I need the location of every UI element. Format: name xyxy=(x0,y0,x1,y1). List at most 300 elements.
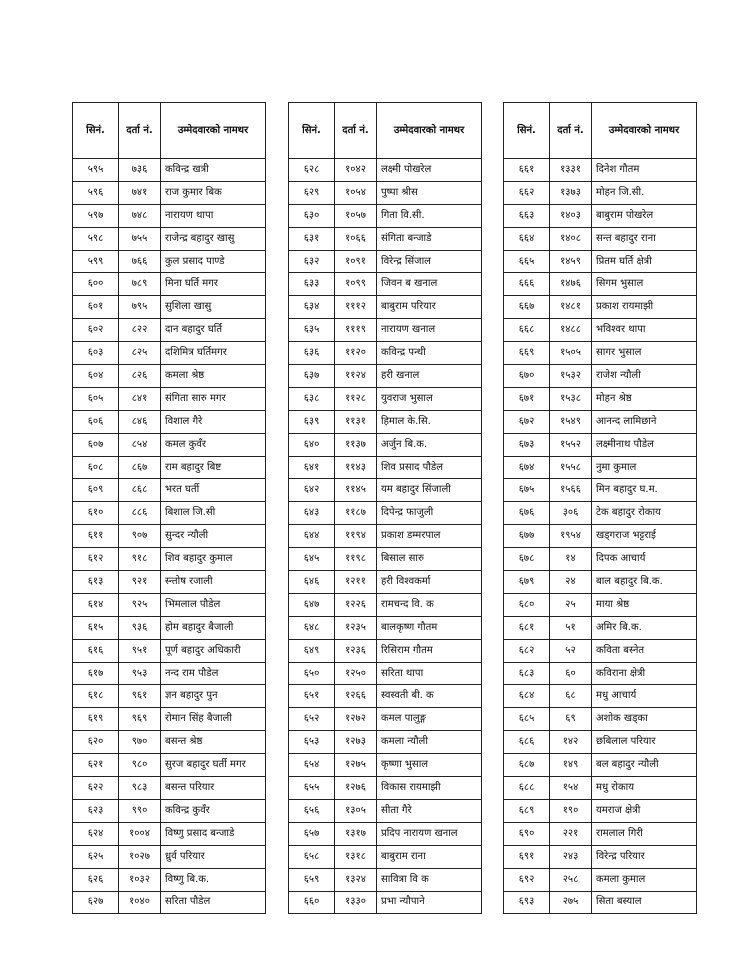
table-row xyxy=(504,845,697,868)
table-row xyxy=(73,754,266,777)
table-row xyxy=(504,571,697,594)
registration-number-cell: ५१ xyxy=(550,616,592,639)
serial-number-cell: ६३४ xyxy=(289,296,335,319)
serial-number-cell: ६१० xyxy=(73,502,119,525)
table-row xyxy=(504,708,697,731)
table-row xyxy=(504,433,697,456)
serial-number-cell: ६२४ xyxy=(73,822,119,845)
registration-number-cell: ८६७ xyxy=(119,456,161,479)
candidate-name-cell: सिगम भुसाल xyxy=(592,273,697,296)
candidate-name-header: उम्मेदवारको नामथर xyxy=(592,103,697,159)
candidate-name-cell: बाबुराम परियार xyxy=(377,296,482,319)
table-row xyxy=(289,296,482,319)
table-row xyxy=(73,159,266,182)
registration-number-cell: १२७५ xyxy=(335,754,377,777)
table-row xyxy=(289,639,482,662)
serial-number-cell: ६६२ xyxy=(504,181,550,204)
registration-number-cell: १५४९ xyxy=(550,410,592,433)
registration-number-cell: १०९१ xyxy=(335,250,377,273)
serial-number-cell: ६५५ xyxy=(289,777,335,800)
candidate-name-cell: ज्ञन बहादुर पुन xyxy=(161,685,266,708)
table-row xyxy=(289,456,482,479)
table-row xyxy=(504,319,697,342)
table-row xyxy=(289,616,482,639)
table-row xyxy=(289,502,482,525)
serial-number-cell: ६२२ xyxy=(73,777,119,800)
serial-number-cell: ६७६ xyxy=(504,502,550,525)
registration-number-cell: ११४३ xyxy=(335,456,377,479)
registration-number-cell: १९० xyxy=(550,799,592,822)
registration-number-cell: १०२७ xyxy=(119,845,161,868)
serial-number-cell: ६८५ xyxy=(504,708,550,731)
table-row xyxy=(504,250,697,273)
serial-number-cell: ६६५ xyxy=(504,250,550,273)
table-row xyxy=(504,296,697,319)
candidate-name-cell: मधु आचार्य xyxy=(592,685,697,708)
serial-number-cell: ६०३ xyxy=(73,342,119,365)
table-row xyxy=(73,456,266,479)
serial-number-cell: ६१४ xyxy=(73,593,119,616)
serial-number-cell: ५९६ xyxy=(73,181,119,204)
candidate-name-cell: मधु रोकाय xyxy=(592,777,697,800)
serial-number-cell: ६४५ xyxy=(289,548,335,571)
serial-number-cell: ६४९ xyxy=(289,639,335,662)
table-row xyxy=(73,731,266,754)
candidate-name-cell: सिता बस्याल xyxy=(592,891,697,914)
serial-number-cell: ६९१ xyxy=(504,845,550,868)
table-row xyxy=(73,387,266,410)
registration-number-cell: २४ xyxy=(550,571,592,594)
serial-number-cell: ६८२ xyxy=(504,639,550,662)
registration-number-cell: १४०८ xyxy=(550,227,592,250)
table-row xyxy=(504,365,697,388)
candidate-name-cell: बाबुराम पोखरेल xyxy=(592,204,697,227)
table-row xyxy=(73,639,266,662)
serial-number-cell: ६५८ xyxy=(289,845,335,868)
serial-number-cell: ६०१ xyxy=(73,296,119,319)
candidate-name-cell: कविराना क्षेत्री xyxy=(592,662,697,685)
candidate-name-cell: रामचन्द वि. क xyxy=(377,593,482,616)
table-row xyxy=(73,342,266,365)
candidate-name-cell: संगिता बन्जाडे xyxy=(377,227,482,250)
registration-number-cell: १५३८ xyxy=(550,387,592,410)
serial-number-cell: ६१३ xyxy=(73,571,119,594)
registration-number-cell: १३३१ xyxy=(550,159,592,182)
table-row xyxy=(289,181,482,204)
serial-number-cell: ६४८ xyxy=(289,616,335,639)
registration-number-cell: १५६६ xyxy=(550,479,592,502)
candidate-name-cell: सीता गैरे xyxy=(377,799,482,822)
registration-number-cell: १०५७ xyxy=(335,204,377,227)
serial-number-cell: ६८० xyxy=(504,593,550,616)
candidate-name-cell: विरेन्द्र सिंजाल xyxy=(377,250,482,273)
candidate-table-1 xyxy=(72,102,266,914)
registration-number-cell: १४८१ xyxy=(550,296,592,319)
serial-number-header: सिनं. xyxy=(289,103,335,159)
candidate-name-cell: विष्णु बि.क. xyxy=(161,868,266,891)
serial-number-cell: ६४२ xyxy=(289,479,335,502)
table-row xyxy=(73,525,266,548)
table-row xyxy=(73,777,266,800)
serial-number-cell: ६५४ xyxy=(289,754,335,777)
registration-number-cell: १५३२ xyxy=(550,365,592,388)
table-row xyxy=(289,319,482,342)
registration-number-cell: ११९४ xyxy=(335,525,377,548)
table-body xyxy=(73,159,266,914)
table-row xyxy=(289,204,482,227)
serial-number-cell: ६३७ xyxy=(289,365,335,388)
registration-number-cell: २७५ xyxy=(550,891,592,914)
table-row xyxy=(289,571,482,594)
table-row xyxy=(504,685,697,708)
serial-number-cell: ६०० xyxy=(73,273,119,296)
registration-number-cell: ९२१ xyxy=(119,571,161,594)
registration-number-header: दर्ता नं. xyxy=(119,103,161,159)
serial-number-cell: ६४० xyxy=(289,433,335,456)
registration-number-cell: १११९ xyxy=(335,319,377,342)
table-row xyxy=(73,433,266,456)
table-row xyxy=(504,754,697,777)
serial-number-cell: ६८६ xyxy=(504,731,550,754)
table-row xyxy=(289,708,482,731)
serial-number-cell: ६०८ xyxy=(73,456,119,479)
registration-number-cell: ८८६ xyxy=(119,502,161,525)
serial-number-cell: ६७५ xyxy=(504,479,550,502)
serial-number-cell: ६८८ xyxy=(504,777,550,800)
serial-number-cell: ६७२ xyxy=(504,410,550,433)
table-row xyxy=(289,525,482,548)
table-row xyxy=(504,387,697,410)
registration-number-cell: ९९० xyxy=(119,799,161,822)
table-body xyxy=(504,159,697,914)
candidate-name-cell: दशिमित्र घर्तिमगर xyxy=(161,342,266,365)
candidate-name-cell: सरिता थापा xyxy=(377,662,482,685)
candidate-table-2 xyxy=(288,102,482,914)
registration-number-cell: ९७० xyxy=(119,731,161,754)
serial-number-cell: ६९३ xyxy=(504,891,550,914)
serial-number-cell: ६७७ xyxy=(504,525,550,548)
candidate-name-header: उम्मेदवारको नामथर xyxy=(161,103,266,159)
table-row xyxy=(504,204,697,227)
serial-number-cell: ६२६ xyxy=(73,868,119,891)
serial-number-cell: ६२३ xyxy=(73,799,119,822)
candidate-name-cell: सन्त बहादुर राना xyxy=(592,227,697,250)
table-row xyxy=(504,891,697,914)
serial-number-cell: ६४७ xyxy=(289,593,335,616)
registration-number-cell: २५ xyxy=(550,593,592,616)
table-row xyxy=(504,777,697,800)
serial-number-cell: ६३० xyxy=(289,204,335,227)
candidate-name-cell: नारायण थापा xyxy=(161,204,266,227)
registration-number-cell: ९२५ xyxy=(119,593,161,616)
serial-number-cell: ६३६ xyxy=(289,342,335,365)
registration-number-cell: १२२६ xyxy=(335,593,377,616)
registration-number-cell: १४२ xyxy=(550,731,592,754)
candidate-name-header: उम्मेदवारको नामथर xyxy=(377,103,482,159)
table-row xyxy=(504,479,697,502)
candidate-name-cell: मोहन श्रेष्ठ xyxy=(592,387,697,410)
candidate-name-cell: नन्द राम पौडेल xyxy=(161,662,266,685)
table-row xyxy=(504,868,697,891)
candidate-name-cell: मिना घर्ति मगर xyxy=(161,273,266,296)
serial-number-cell: ६२१ xyxy=(73,754,119,777)
candidate-name-cell: टेक बहादुर रोकाय xyxy=(592,502,697,525)
registration-number-cell: ९५३ xyxy=(119,662,161,685)
registration-number-cell: ५२ xyxy=(550,639,592,662)
registration-number-cell: ९१८ xyxy=(119,548,161,571)
table-row xyxy=(289,731,482,754)
serial-number-cell: ६६७ xyxy=(504,296,550,319)
candidate-name-cell: बाबुराम राना xyxy=(377,845,482,868)
table-row xyxy=(504,502,697,525)
registration-number-cell: १२७३ xyxy=(335,731,377,754)
candidate-name-cell: खड्गराज भट्टराई xyxy=(592,525,697,548)
serial-number-cell: ६१७ xyxy=(73,662,119,685)
candidate-name-cell: कुल प्रसाद पाण्डे xyxy=(161,250,266,273)
serial-number-cell: ६३२ xyxy=(289,250,335,273)
table-row xyxy=(73,227,266,250)
candidate-name-cell: प्रकाश डम्मरपाल xyxy=(377,525,482,548)
table-row xyxy=(504,593,697,616)
registration-number-cell: ११३१ xyxy=(335,410,377,433)
registration-number-cell: ८६८ xyxy=(119,479,161,502)
candidate-name-cell: बिसाल सारु xyxy=(377,548,482,571)
registration-number-cell: १११२ xyxy=(335,296,377,319)
registration-number-cell: १२७६ xyxy=(335,777,377,800)
serial-number-cell: ५९८ xyxy=(73,227,119,250)
table-row xyxy=(73,250,266,273)
table-row xyxy=(73,181,266,204)
table-row xyxy=(73,319,266,342)
candidate-name-cell: सुरज बहादुर घर्ती मगर xyxy=(161,754,266,777)
registration-number-cell: १०३२ xyxy=(119,868,161,891)
table-row xyxy=(289,342,482,365)
table-row xyxy=(73,365,266,388)
serial-number-cell: ६२९ xyxy=(289,181,335,204)
registration-number-cell: ७६६ xyxy=(119,250,161,273)
serial-number-cell: ६८४ xyxy=(504,685,550,708)
registration-number-cell: १२७२ xyxy=(335,708,377,731)
candidate-name-cell: कविन्द्र पन्थी xyxy=(377,342,482,365)
candidate-name-cell: रामलाल गिरी xyxy=(592,822,697,845)
candidate-table-3 xyxy=(503,102,697,914)
table-row xyxy=(504,548,697,571)
candidate-name-cell: विशाल गैरे xyxy=(161,410,266,433)
table-row xyxy=(504,662,697,685)
candidate-name-cell: कमला न्यौली xyxy=(377,731,482,754)
registration-number-cell: ११९८ xyxy=(335,548,377,571)
registration-number-cell: १४७६ xyxy=(550,273,592,296)
table-row xyxy=(504,456,697,479)
registration-number-cell: ७९५ xyxy=(119,296,161,319)
table-row xyxy=(289,777,482,800)
registration-number-cell: ३०६ xyxy=(550,502,592,525)
table-row xyxy=(504,616,697,639)
serial-number-cell: ६०९ xyxy=(73,479,119,502)
registration-number-cell: १२११ xyxy=(335,571,377,594)
table-row xyxy=(73,593,266,616)
table-row xyxy=(504,159,697,182)
candidate-name-cell: भिमलाल पौडेल xyxy=(161,593,266,616)
table-row xyxy=(289,433,482,456)
serial-number-cell: ६१२ xyxy=(73,548,119,571)
table-row xyxy=(73,891,266,914)
candidate-name-cell: बसन्त श्रेष्ठ xyxy=(161,731,266,754)
candidate-name-cell: कमल पालुङ्ग xyxy=(377,708,482,731)
table-row xyxy=(504,181,697,204)
table-row xyxy=(289,479,482,502)
candidate-name-cell: बाल बहादुर बि.क. xyxy=(592,571,697,594)
registration-number-cell: १०५४ xyxy=(335,181,377,204)
serial-number-cell: ६३५ xyxy=(289,319,335,342)
serial-number-cell: ६१५ xyxy=(73,616,119,639)
registration-number-cell: ९५१ xyxy=(119,639,161,662)
registration-number-cell: १४५९ xyxy=(550,250,592,273)
registration-number-cell: १५५२ xyxy=(550,433,592,456)
registration-number-cell: ९८० xyxy=(119,754,161,777)
serial-number-header: सिनं. xyxy=(504,103,550,159)
serial-number-cell: ६४६ xyxy=(289,571,335,594)
candidate-name-cell: स्वस्वती बी. क xyxy=(377,685,482,708)
table-row xyxy=(73,616,266,639)
candidate-name-cell: कमला श्रेष्ठ xyxy=(161,365,266,388)
candidate-name-cell: दिपेन्द्र फाजुली xyxy=(377,502,482,525)
registration-number-cell: १४९ xyxy=(550,754,592,777)
registration-number-cell: ९३६ xyxy=(119,616,161,639)
candidate-name-cell: दिपक आचार्य xyxy=(592,548,697,571)
candidate-name-cell: नारायण खनाल xyxy=(377,319,482,342)
candidate-name-cell: हरी विश्वकर्मा xyxy=(377,571,482,594)
table-row xyxy=(289,593,482,616)
candidate-name-cell: बालकृष्ण गौतम xyxy=(377,616,482,639)
serial-number-cell: ६९० xyxy=(504,822,550,845)
candidate-name-cell: आनन्द लामिछाने xyxy=(592,410,697,433)
table-header-row xyxy=(289,103,482,159)
serial-number-cell: ६८७ xyxy=(504,754,550,777)
registration-number-cell: १३३० xyxy=(335,891,377,914)
registration-number-cell: १५५८ xyxy=(550,456,592,479)
serial-number-header: सिनं. xyxy=(73,103,119,159)
candidate-name-cell: संगिता सारु मगर xyxy=(161,387,266,410)
table-header-row xyxy=(504,103,697,159)
table-row xyxy=(504,410,697,433)
candidate-name-cell: मिन बहादुर घ.म. xyxy=(592,479,697,502)
registration-number-cell: १२५० xyxy=(335,662,377,685)
table-row xyxy=(504,731,697,754)
candidate-name-cell: सुन्दर न्यौली xyxy=(161,525,266,548)
serial-number-cell: ६३१ xyxy=(289,227,335,250)
table-row xyxy=(73,479,266,502)
candidate-name-cell: राजेन्द्र बहादुर खासु xyxy=(161,227,266,250)
serial-number-cell: ६०५ xyxy=(73,387,119,410)
candidate-name-cell: अर्जुन बि.क. xyxy=(377,433,482,456)
serial-number-cell: ६२० xyxy=(73,731,119,754)
candidate-name-cell: लक्ष्मीनाथ पौडेल xyxy=(592,433,697,456)
serial-number-cell: ६८१ xyxy=(504,616,550,639)
candidate-name-cell: जिवन ब खनाल xyxy=(377,273,482,296)
table-row xyxy=(73,662,266,685)
table-row xyxy=(289,685,482,708)
table-row xyxy=(289,250,482,273)
table-row xyxy=(289,662,482,685)
registration-number-cell: १५४ xyxy=(550,777,592,800)
registration-number-cell: ६० xyxy=(550,662,592,685)
registration-number-cell: १५०५ xyxy=(550,342,592,365)
registration-number-cell: ९६१ xyxy=(119,685,161,708)
table-row xyxy=(289,227,482,250)
candidate-name-cell: बल बहादुर न्यौली xyxy=(592,754,697,777)
candidate-name-cell: नुमा कुमाल xyxy=(592,456,697,479)
candidate-name-cell: सावित्रा वि क xyxy=(377,868,482,891)
table-row xyxy=(289,799,482,822)
registration-number-cell: २४३ xyxy=(550,845,592,868)
registration-number-cell: ७४१ xyxy=(119,181,161,204)
registration-number-cell: ९८३ xyxy=(119,777,161,800)
candidate-name-cell: विकास रायमाझी xyxy=(377,777,482,800)
candidate-name-cell: दिनेश गौतम xyxy=(592,159,697,182)
registration-number-cell: ८२२ xyxy=(119,319,161,342)
serial-number-cell: ६३८ xyxy=(289,387,335,410)
table-row xyxy=(504,822,697,845)
registration-number-cell: १०६६ xyxy=(335,227,377,250)
registration-number-cell: १३१८ xyxy=(335,845,377,868)
candidate-name-cell: प्रदिप नारायण खनाल xyxy=(377,822,482,845)
candidate-name-cell: राजेश न्यौली xyxy=(592,365,697,388)
registration-number-cell: ७८९ xyxy=(119,273,161,296)
table-row xyxy=(73,296,266,319)
serial-number-cell: ६४३ xyxy=(289,502,335,525)
candidate-name-cell: भरत घर्ती xyxy=(161,479,266,502)
registration-number-cell: १९५४ xyxy=(550,525,592,548)
registration-number-cell: १२३६ xyxy=(335,639,377,662)
registration-number-cell: १३७३ xyxy=(550,181,592,204)
candidate-name-cell: दान बहादुर घर्ति xyxy=(161,319,266,342)
serial-number-cell: ६७९ xyxy=(504,571,550,594)
candidate-name-cell: छबिलाल परियार xyxy=(592,731,697,754)
serial-number-cell: ६५९ xyxy=(289,868,335,891)
registration-number-cell: ११४५ xyxy=(335,479,377,502)
candidate-name-cell: रिसिराम गौतम xyxy=(377,639,482,662)
serial-number-cell: ६५३ xyxy=(289,731,335,754)
candidate-name-cell: हरी खनाल xyxy=(377,365,482,388)
serial-number-cell: ६७० xyxy=(504,365,550,388)
serial-number-cell: ६७३ xyxy=(504,433,550,456)
table-row xyxy=(289,754,482,777)
registration-number-cell: २२१ xyxy=(550,822,592,845)
serial-number-cell: ६८३ xyxy=(504,662,550,685)
candidate-name-cell: राज कुमार बिक xyxy=(161,181,266,204)
candidate-name-cell: विरेन्द्र परियार xyxy=(592,845,697,868)
serial-number-cell: ६६३ xyxy=(504,204,550,227)
table-row xyxy=(289,845,482,868)
registration-number-cell: ८५४ xyxy=(119,433,161,456)
serial-number-cell: ६६९ xyxy=(504,342,550,365)
serial-number-cell: ६१९ xyxy=(73,708,119,731)
serial-number-cell: ६०२ xyxy=(73,319,119,342)
registration-number-cell: १४ xyxy=(550,548,592,571)
serial-number-cell: ६२८ xyxy=(289,159,335,182)
registration-number-cell: ९०७ xyxy=(119,525,161,548)
table-row xyxy=(73,799,266,822)
table-row xyxy=(73,502,266,525)
table-row xyxy=(289,548,482,571)
registration-number-header: दर्ता नं. xyxy=(550,103,592,159)
serial-number-cell: ६०६ xyxy=(73,410,119,433)
table-row xyxy=(504,227,697,250)
candidate-name-cell: गिता वि.सी. xyxy=(377,204,482,227)
candidate-name-cell: यम बहादुर सिंजाली xyxy=(377,479,482,502)
table-row xyxy=(289,891,482,914)
